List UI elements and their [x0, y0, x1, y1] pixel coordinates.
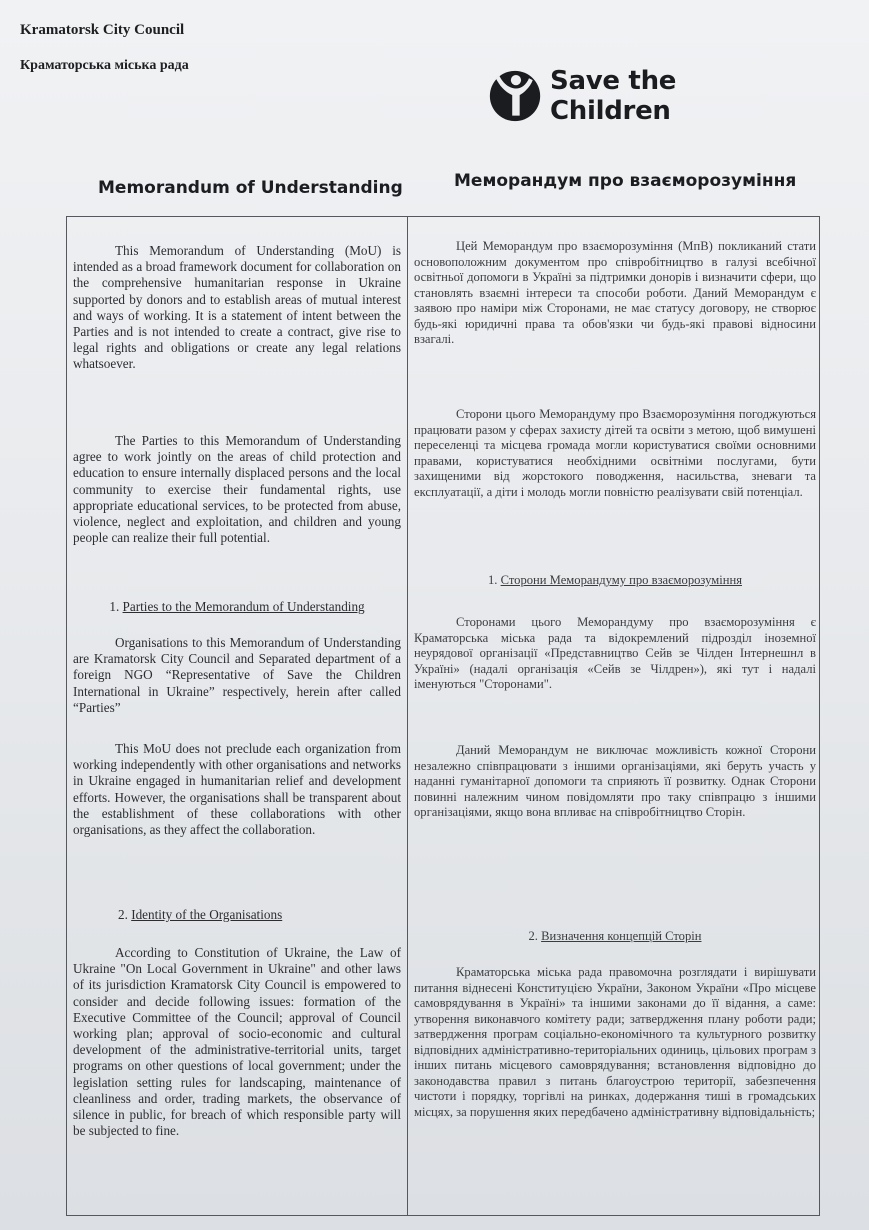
- uk-section-2-paragraph-1: Краматорська міська рада правомочна розглядати і вирішувати питання віднесені Конституцією України, Законом України «Про місцеве самоврядування в Україні» та іншими законами до її відання, а саме: утворення виконавчого комітету ради; затвердження плану роботи ради; затвердження програм соціально-економічного та культурного розвитку відповідних адміністративно-територіальних одиниць, цільових програм з інших питань місцевого самоврядування; встановлення відповідно до законодавства правил з питань благоустрою території, забезпечення чистоти і порядку, торгівлі на ринках, додержання тиші в громадських місцях, за порушення яких передбачено адміністративну відповідальність;: [414, 965, 816, 1119]
- uk-section-2-title: Визначення концепцій Сторін: [541, 929, 702, 943]
- en-section-1-paragraph-2: This MoU does not preclude each organization from working independently with other organisations and networks in Ukraine engaged in humanitarian relief and development efforts. However, the organisations shall be transparent about the establishment of these collaborations with other organisations, as they affect the collaboration.: [73, 741, 401, 838]
- en-section-1-paragraph-1: Organisations to this Memorandum of Understanding are Kramatorsk City Council and Separated department of a foreign NGO “Representative of Save the Children International in Ukraine” respectively, herein after called “Parties”: [73, 635, 401, 715]
- uk-section-1-number: 1.: [487, 573, 498, 587]
- uk-section-1-title: Сторони Меморандуму про взаєморозуміння: [500, 573, 742, 587]
- column-divider: [407, 217, 408, 1215]
- ukrainian-column: [414, 217, 816, 1215]
- en-intro-paragraph: This Memorandum of Understanding (MoU) is intended as a broad framework document for collaboration on the comprehensive humanitarian response in Ukraine supported by donors and to establish areas of mutual interest and ways of working. It is a statement of intent between the Parties and is not intended to create a contract, give rise to legal rights and obligations or create any legal relations whatsoever.: [73, 243, 401, 372]
- uk-parties-agree-paragraph: Сторони цього Меморандуму про Взаєморозуміння погоджуються працювати разом у сферах захисту дітей та освіти з метою, щоб вимушені переселенці та місцева громада могли користуватися своїми основними правами, користуватися необхідними освітніми послугами, бути захищеними від жорстокого поводження, насильства, зневаги та експлуатації, а діти і молодь могли повністю реалізувати свій потенціал.: [414, 407, 816, 499]
- en-section-2-paragraph-1: According to Constitution of Ukraine, the Law of Ukraine "On Local Government in Ukraine" and other laws of its jurisdiction Kramatorsk City Council is empowered to consider and decide following issues: formation of the Executive Committee of the Council; approval of Council working plan; approval of socio-economic and cultural development of the administrative-territorial units, target programs on other questions of local government; under the legislation setting rules for landscaping, maintenance of cleanliness and order, trading markets, the observance of silence in public, for breach of which responsible party will be subjected to fine.: [73, 945, 401, 1139]
- en-section-2-heading: [73, 907, 401, 923]
- en-section-2-number: 2.: [118, 907, 128, 922]
- save-the-children-logo: [488, 64, 788, 128]
- save-the-children-figure-icon: [488, 65, 542, 127]
- title-en: Memorandum of Understanding: [98, 178, 403, 198]
- en-section-1-title: Parties to the Memorandum of Understanding: [122, 599, 365, 614]
- header-org-en: Kramatorsk City Council: [20, 22, 185, 38]
- en-parties-agree-paragraph: The Parties to this Memorandum of Understanding agree to work jointly on the areas of child protection and education to ensure internally displaced persons and the local community to exercise their fundamental rights, use appropriate educational services, to be protected from abuse, violence, neglect and exploitation, and children and young people can realize their full potential.: [73, 433, 401, 546]
- uk-section-1-heading: [414, 573, 816, 589]
- uk-section-1-paragraph-1: Сторонами цього Меморандуму про взаєморозуміння є Краматорська міська рада та відокремлений підрозділ іноземної неурядової організації «Представництво Сейв зе Чілден Інтернешнл в Україні» (надалі організація «Сейв зе Чілдрен»), які тут і надалі іменуються "Сторонами".: [414, 615, 816, 691]
- uk-section-2-number: 2.: [528, 929, 538, 943]
- bilingual-table: [66, 216, 820, 1216]
- title-uk: Меморандум про взаєморозуміння: [454, 171, 797, 191]
- english-column: [73, 217, 401, 1215]
- en-section-1-heading: [73, 599, 401, 615]
- uk-intro-paragraph: Цей Меморандум про взаєморозуміння (МпВ) покликаний стати основоположним документом про співробітництво в галузі всебічної освітньої допомоги в Україні за підтримки донорів і визначити сфери, що становлять взаємні інтереси та способи роботи. Даний Меморандум є заявою про наміри між Сторонами, не має статусу договору, не створює будь-які юридичні права та обов'язки чи будь-які правові відносини взагалі.: [414, 239, 816, 346]
- header-org-uk: Краматорська міська рада: [20, 58, 189, 73]
- en-section-2-title: Identity of the Organisations: [131, 907, 283, 922]
- uk-section-1-paragraph-2: Даний Меморандум не виключає можливість кожної Сторони незалежно співпрацювати з іншими організаціями, які беруть участь у наданні гуманітарної допомоги та сприяють її розвитку. Однак Сторони повинні належним чином повідомляти про таку співпрацю з іншими організаціями, якщо вона впливає на співробітництво Сторін.: [414, 743, 816, 819]
- uk-section-2-heading: [414, 929, 816, 945]
- en-section-1-number: 1.: [109, 599, 120, 614]
- logo-text: Save the Children: [550, 66, 677, 126]
